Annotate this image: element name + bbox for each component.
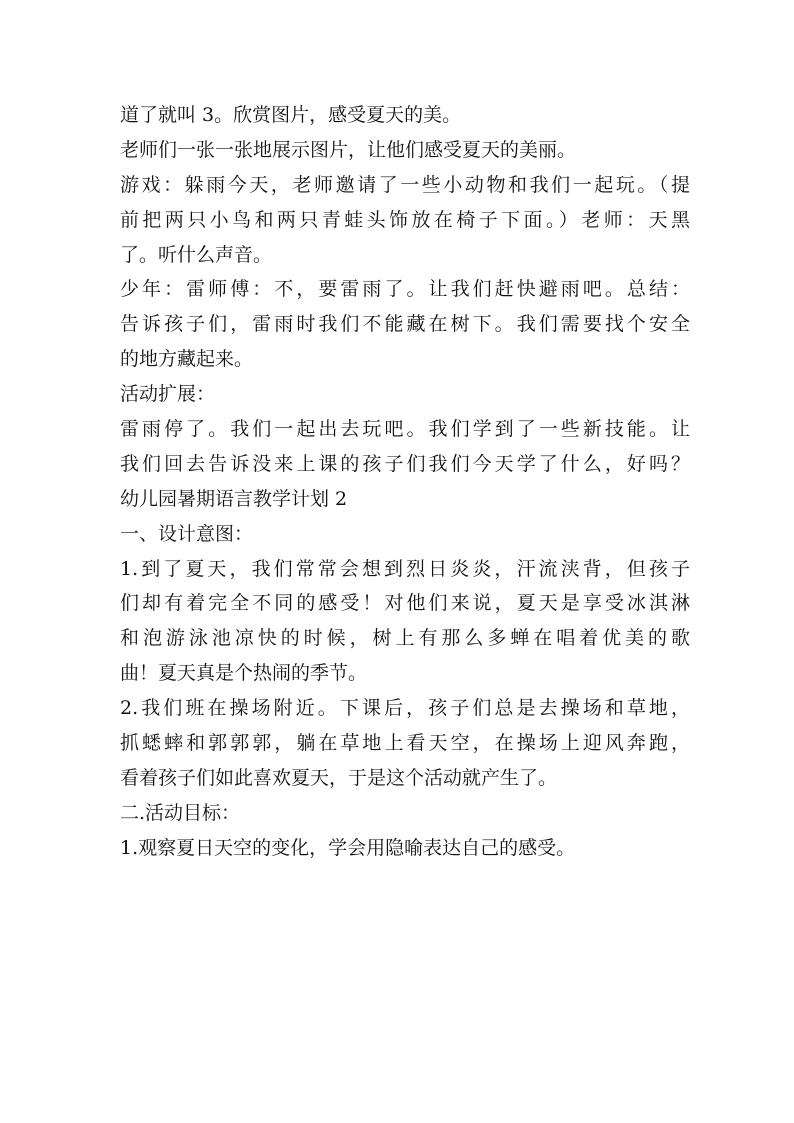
section-heading: 二.活动目标： bbox=[120, 801, 241, 824]
text-line: 我们回去告诉没来上课的孩子们我们今天学了什么，好吗？ bbox=[120, 452, 690, 475]
text-line: 抓蟋蟀和郭郭郭，躺在草地上看天空，在操场上迎风奔跑， bbox=[120, 732, 690, 755]
section-heading: 活动扩展： bbox=[120, 383, 216, 406]
text-line: 游戏：躲雨今天，老师邀请了一些小动物和我们一起玩。（提 bbox=[120, 173, 690, 196]
text-line: 们却有着完全不同的感受！对他们来说，夏天是享受冰淇淋 bbox=[120, 592, 690, 615]
text-line: 了。听什么声音。 bbox=[120, 243, 273, 266]
section-heading: 一、设计意图： bbox=[120, 522, 254, 545]
text-line: 1.到了夏天，我们常常会想到烈日炎炎，汗流浃背，但孩子 bbox=[120, 557, 690, 580]
text-line: 曲！夏天真是个热闹的季节。 bbox=[120, 662, 368, 685]
text-line: 2.我们班在操场附近。下课后，孩子们总是去操场和草地， bbox=[120, 697, 690, 720]
text-line: 告诉孩子们，雷雨时我们不能藏在树下。我们需要找个安全 bbox=[120, 313, 690, 336]
text-line: 前把两只小鸟和两只青蛙头饰放在椅子下面。）老师：天黑 bbox=[120, 208, 690, 231]
document-body bbox=[120, 98, 690, 866]
document-title: 幼儿园暑期语言教学计划 2 bbox=[120, 487, 348, 510]
text-line: 道了就叫 3。欣赏图片，感受夏天的美。 bbox=[120, 104, 462, 126]
text-line: 少年：雷师傅：不，要雷雨了。让我们赶快避雨吧。总结： bbox=[120, 278, 690, 301]
text-line: 1.观察夏日天空的变化，学会用隐喻表达自己的感受。 bbox=[120, 836, 576, 859]
text-line: 雷雨停了。我们一起出去玩吧。我们学到了一些新技能。让 bbox=[120, 418, 690, 441]
text-line: 和泡游泳池凉快的时候，树上有那么多蝉在唱着优美的歌 bbox=[120, 627, 690, 650]
text-line: 老师们一张一张地展示图片，让他们感受夏天的美丽。 bbox=[120, 138, 577, 161]
text-line: 看着孩子们如此喜欢夏天，于是这个活动就产生了。 bbox=[120, 766, 558, 789]
text-line: 的地方藏起来。 bbox=[120, 348, 254, 371]
